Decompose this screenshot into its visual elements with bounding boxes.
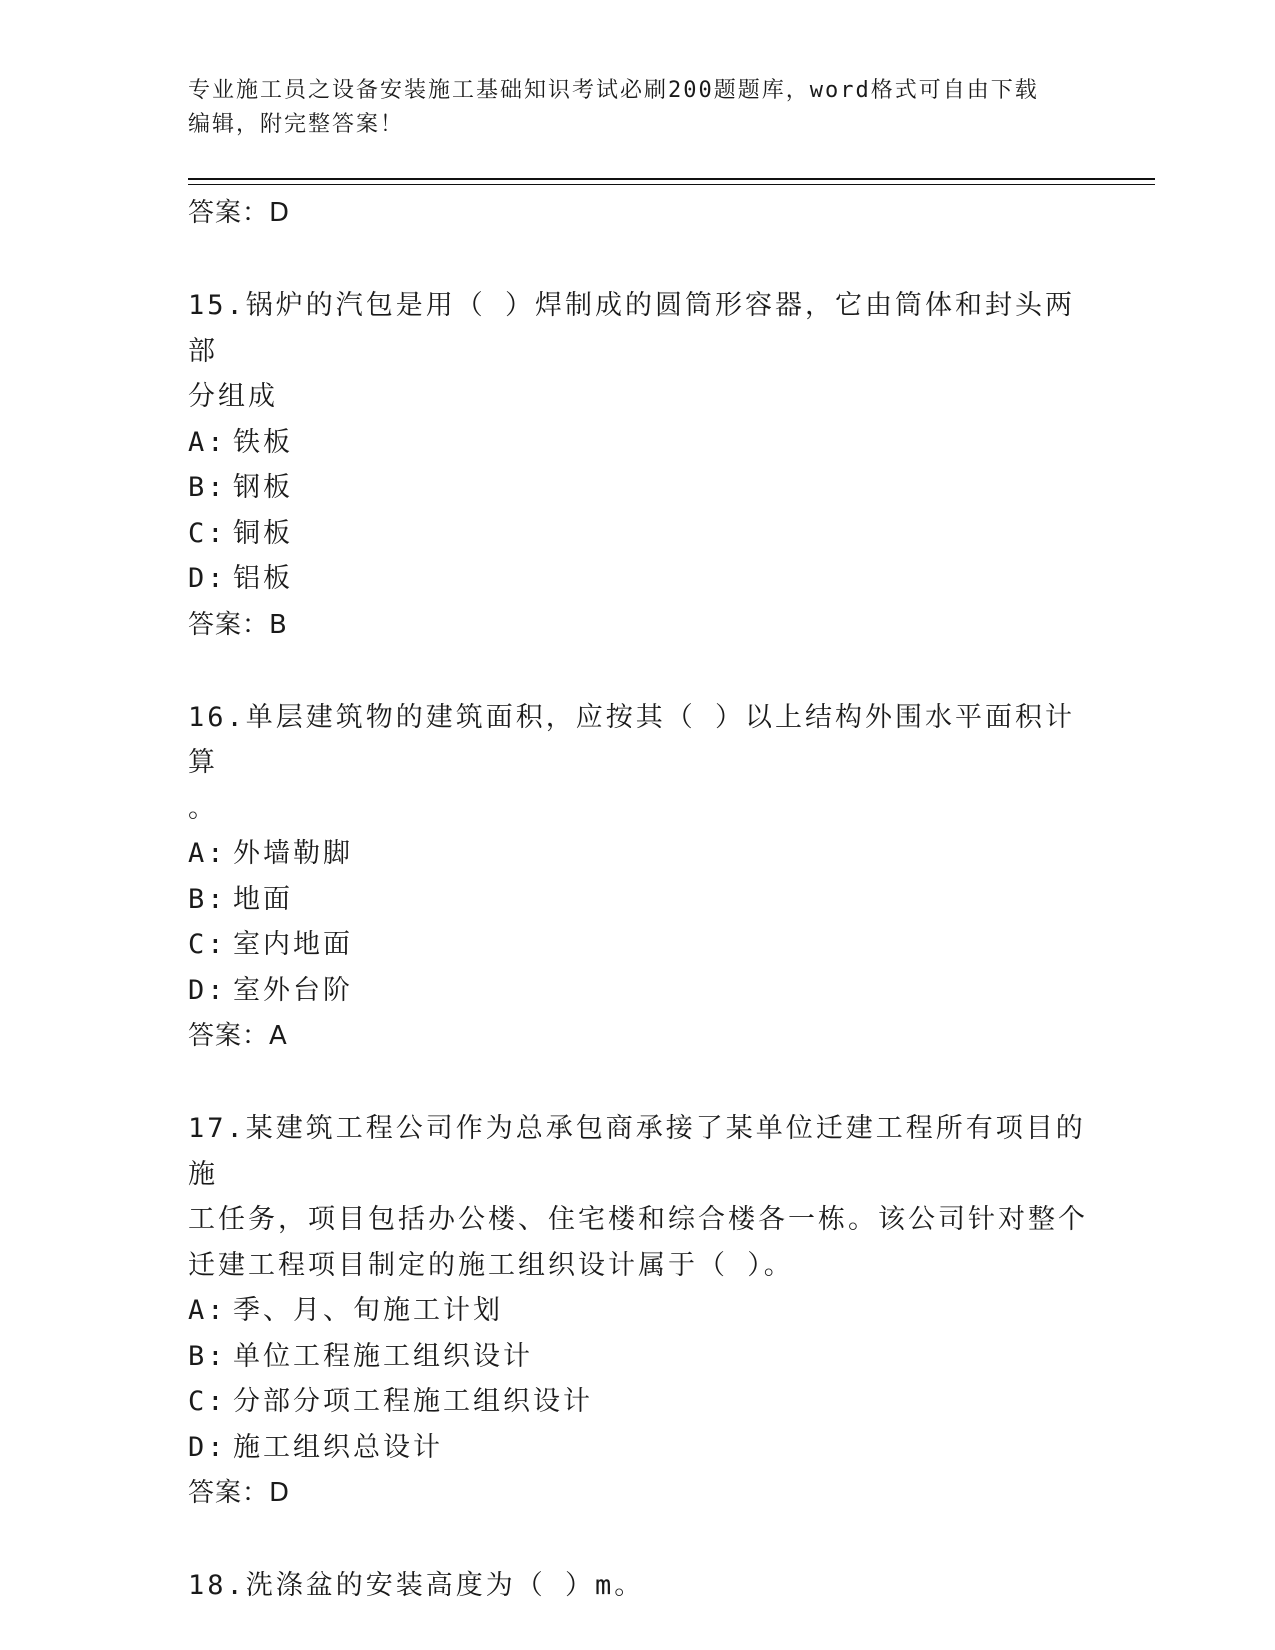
stem-line: 17.某建筑工程公司作为总承包商承接了某单位迁建工程所有项目的施: [188, 1113, 1086, 1190]
question-stem: [188, 283, 1088, 420]
question-16: [188, 695, 1088, 1060]
question-15: [188, 283, 1088, 648]
option-a: [188, 420, 1088, 466]
option-letter: B:: [188, 1340, 227, 1372]
option-letter: D:: [188, 974, 227, 1006]
option-letter: A:: [188, 426, 227, 458]
answer-line: 答案：D: [188, 1478, 291, 1508]
option-text: 室内地面: [233, 929, 353, 960]
option-d: [188, 556, 1088, 602]
option-text: 地面: [233, 883, 293, 915]
answer-line: 答案：D: [188, 198, 291, 228]
question-stem: [188, 695, 1088, 832]
option-letter: A:: [188, 838, 227, 869]
option-letter: D:: [188, 1431, 227, 1463]
option-text: 分部分项工程施工组织设计: [233, 1386, 593, 1417]
option-a: [188, 1288, 1088, 1334]
header-line-1: 专业施工员之设备安装施工基础知识考试必刷200题题库，word格式可自由下载: [188, 78, 1039, 103]
option-letter: D:: [188, 563, 227, 594]
option-text: 铜板: [233, 517, 293, 549]
stem-line: 。: [188, 792, 218, 824]
question-stem: [188, 1106, 1088, 1288]
option-b: [188, 1334, 1088, 1380]
option-b: [188, 877, 1088, 923]
stem-line: 15.锅炉的汽包是用（ ）焊制成的圆筒形容器，它由筒体和封头两部: [188, 290, 1076, 367]
answer-line: 答案：A: [188, 1021, 288, 1051]
header-divider-thick: [188, 178, 1155, 180]
option-c: [188, 1379, 1088, 1425]
document-header: [188, 74, 1088, 142]
header-divider-thin: [188, 184, 1155, 185]
option-text: 铝板: [233, 563, 293, 594]
stem-line: 迁建工程项目制定的施工组织设计属于（ ）。: [188, 1249, 794, 1281]
option-text: 施工组织总设计: [233, 1431, 443, 1463]
option-c: [188, 511, 1088, 557]
option-b: [188, 465, 1088, 511]
option-text: 铁板: [233, 426, 293, 458]
answer-line: 答案：B: [188, 609, 288, 640]
stem-line: 18.洗涤盆的安装高度为（ ）m。: [188, 1570, 645, 1601]
stem-line: 16.单层建筑物的建筑面积，应按其（ ）以上结构外围水平面积计算: [188, 701, 1076, 778]
option-text: 钢板: [233, 472, 293, 503]
option-letter: B:: [188, 883, 227, 915]
option-d: [188, 968, 1088, 1014]
header-line-2: 编辑，附完整答案！: [188, 112, 405, 137]
option-letter: C:: [188, 517, 227, 549]
option-a: [188, 831, 1088, 877]
option-text: 外墙勒脚: [233, 838, 353, 869]
option-text: 季、月、旬施工计划: [233, 1295, 503, 1326]
option-letter: C:: [188, 1386, 227, 1417]
question-17: [188, 1106, 1088, 1516]
option-c: [188, 922, 1088, 968]
option-letter: B:: [188, 472, 227, 503]
option-text: 室外台阶: [233, 974, 353, 1006]
question-18: [188, 1563, 1088, 1609]
option-letter: C:: [188, 929, 227, 960]
option-text: 单位工程施工组织设计: [233, 1340, 533, 1372]
stem-line: 分组成: [188, 381, 278, 412]
question-stem: [188, 1563, 1088, 1609]
stem-line: 工任务，项目包括办公楼、住宅楼和综合楼各一栋。该公司针对整个: [188, 1204, 1088, 1235]
option-letter: A:: [188, 1295, 227, 1326]
option-d: [188, 1425, 1088, 1471]
question-list: [188, 190, 1088, 1609]
